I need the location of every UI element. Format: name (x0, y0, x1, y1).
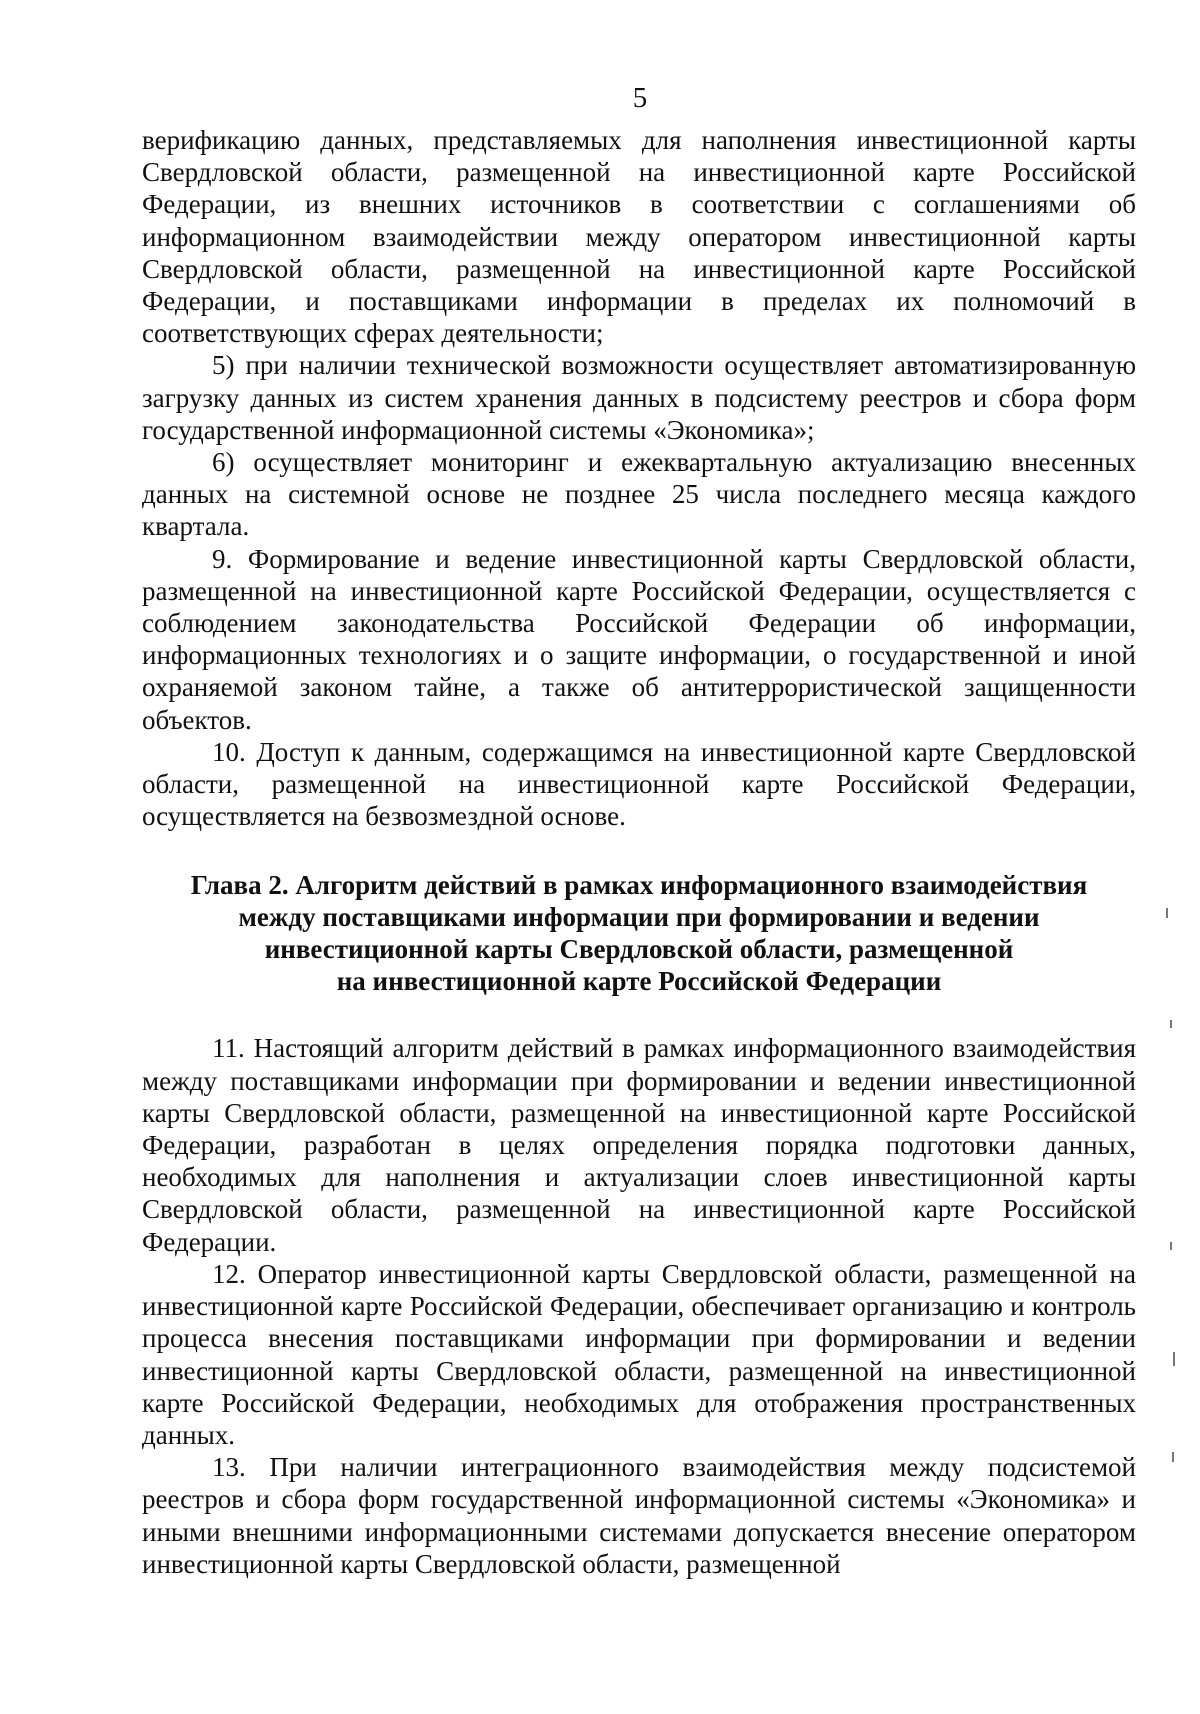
paragraph-10: 10. Доступ к данным, содержащимся на инвестиционной карте Свердловской области, размещенной на инвестиционной карте Российской Федерации, осуществляется на безвозмездной основе. (142, 736, 1136, 832)
document-body (142, 124, 1136, 1580)
scan-speck (1173, 1352, 1175, 1366)
chapter-heading (142, 869, 1136, 997)
scan-speck (1166, 908, 1168, 918)
paragraph-12: 12. Оператор инвестиционной карты Свердловской области, размещенной на инвестиционной карте Российской Федерации, обеспечивает организацию и контроль процесса внесения поставщиками информации при формировании и ведении инвестиционной карты Свердловской области, размещенной на инвестиционной карте Российской Федерации, необходимых для отображения пространственных данных. (142, 1258, 1136, 1450)
page-number: 5 (632, 82, 648, 114)
chapter-heading-line: между поставщиками информации при формировании и ведении (238, 902, 1040, 933)
paragraph-13: 13. При наличии интеграционного взаимодействия между подсистемой реестров и сбора форм государственной информационной системы «Экономика» и иными внешними информационными системами допускается внесение оператором инвестиционной карты Свердловской области, размещенной (142, 1452, 1136, 1579)
chapter-heading-line: на инвестиционной карте Российской Федерации (336, 966, 942, 997)
scan-speck (1172, 1452, 1174, 1462)
chapter-heading-line: инвестиционной карты Свердловской области, размещенной (264, 934, 1014, 965)
paragraph-item-6: 6) осуществляет мониторинг и ежеквартальную актуализацию внесенных данных на системной основе не позднее 25 числа последнего месяца каждого квартала. (142, 447, 1136, 542)
scan-speck (1170, 1242, 1172, 1250)
chapter-heading-line: Глава 2. Алгоритм действий в рамках информационного взаимодействия (190, 870, 1088, 901)
scan-speck (1170, 1020, 1172, 1028)
paragraph-9: 9. Формирование и ведение инвестиционной карты Свердловской области, размещенной на инвестиционной карте Российской Федерации, осуществляется с соблюдением законодательства Российской Федерации об информации, информационных технологиях и о защите информации, о государственной и иной охраняемой законом тайне, а также об антитеррористической защищенности объектов. (142, 543, 1136, 735)
paragraph-11: 11. Настоящий алгоритм действий в рамках информационного взаимодействия между поставщиками информации при формировании и ведении инвестиционной карты Свердловской области, размещенной на инвестиционной карте Российской Федерации, разработан в целях определения порядка подготовки данных, необходимых для наполнения и актуализации слоев инвестиционной карты Свердловской области, размещенной на инвестиционной карте Российской Федерации. (142, 1033, 1136, 1257)
paragraph-item-5: 5) при наличии технической возможности осуществляет автоматизированную загрузку данных из систем хранения данных в подсистему реестров и сбора форм государственной информационной системы «Экономика»; (142, 350, 1136, 445)
paragraph-continuation: верификацию данных, представляемых для наполнения инвестиционной карты Свердловской области, размещенной на инвестиционной карте Российской Федерации, из внешних источников в соответствии с соглашениями об информационном взаимодействии между оператором инвестиционной карты Свердловской области, размещенной на инвестиционной карте Российской Федерации, и поставщиками информации в пределах их полномочий в соответствующих сферах деятельности; (142, 125, 1136, 349)
